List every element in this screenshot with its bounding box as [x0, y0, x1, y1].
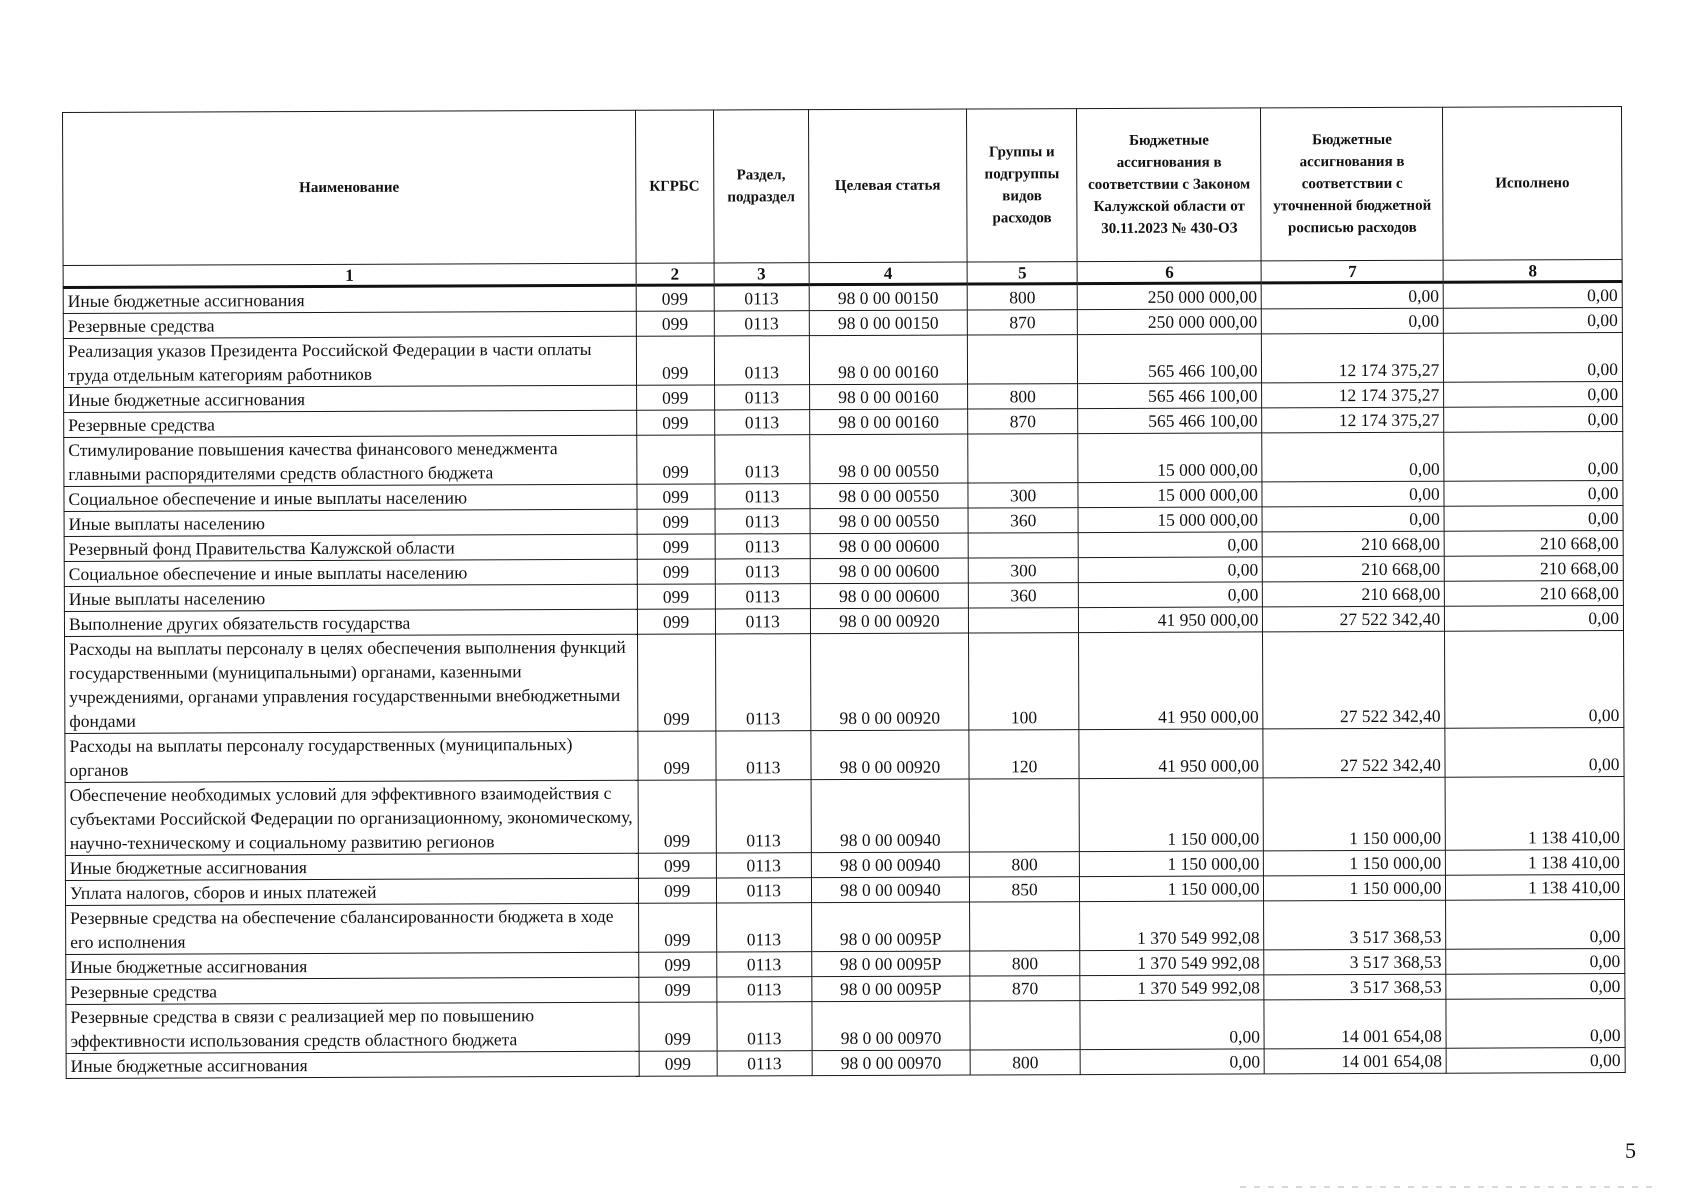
table-row — [65, 631, 1624, 734]
cell-section: 0113 — [714, 285, 809, 311]
col-number: 7 — [1262, 260, 1444, 283]
cell-group — [968, 608, 1079, 633]
cell-section: 0113 — [716, 780, 812, 853]
cell-law-amount: 41 950 000,00 — [1079, 607, 1263, 633]
col-header-target: Целевая статья — [808, 109, 967, 263]
cell-law-amount: 15 000 000,00 — [1078, 433, 1262, 483]
cell-executed-amount: 0,00 — [1444, 481, 1623, 507]
table-row — [66, 900, 1625, 955]
cell-law-amount: 250 000 000,00 — [1078, 283, 1262, 310]
cell-target: 98 0 00 00550 — [810, 434, 968, 484]
cell-kgrbs: 099 — [638, 780, 716, 853]
cell-kgrbs: 099 — [636, 336, 714, 385]
cell-refined-amount: 14 001 654,08 — [1265, 1048, 1447, 1074]
table-body — [63, 282, 1625, 1079]
col-number: 2 — [636, 263, 714, 285]
cell-kgrbs: 099 — [636, 410, 714, 435]
cell-law-amount: 0,00 — [1079, 557, 1263, 583]
cell-law-amount: 1 370 549 992,08 — [1080, 950, 1264, 976]
cell-kgrbs: 099 — [637, 584, 715, 609]
cell-kgrbs: 099 — [637, 559, 715, 584]
cell-group — [968, 434, 1079, 483]
cell-refined-amount: 210 668,00 — [1263, 581, 1445, 607]
cell-name: Социальное обеспечение и иные выплаты населению — [64, 484, 637, 511]
cell-law-amount: 0,00 — [1080, 1000, 1264, 1050]
cell-name: Расходы на выплаты персоналу в целях обеспечения выполнения функций государственными (муниципальными) органами, казенными учреждениями, органами управления государственными внебюджетными фондами — [65, 634, 638, 733]
cell-kgrbs: 099 — [638, 903, 716, 952]
cell-name: Иные бюджетные ассигнования — [64, 385, 637, 412]
cell-target: 98 0 00 00600 — [810, 583, 968, 609]
cell-executed-amount: 0,00 — [1445, 728, 1624, 778]
cell-group: 300 — [968, 558, 1079, 583]
cell-executed-amount: 0,00 — [1446, 949, 1625, 975]
cell-refined-amount: 14 001 654,08 — [1264, 999, 1446, 1049]
cell-law-amount: 250 000 000,00 — [1078, 309, 1262, 335]
cell-target: 98 0 00 00160 — [809, 335, 967, 385]
cell-section: 0113 — [715, 559, 810, 584]
cell-target: 98 0 00 00550 — [810, 483, 968, 509]
cell-kgrbs: 099 — [638, 878, 716, 903]
cell-section: 0113 — [714, 311, 809, 336]
cell-refined-amount: 0,00 — [1262, 432, 1444, 482]
table-row — [66, 1048, 1625, 1079]
cell-group: 800 — [967, 284, 1078, 310]
cell-target: 98 0 00 00600 — [810, 558, 968, 584]
col-number: 5 — [967, 262, 1078, 284]
cell-group: 800 — [970, 951, 1081, 976]
cell-name: Обеспечение необходимых условий для эффективного взаимодействия с субъектами Российской Федерации по организационному, экономическому, научно-техническому и социальному развитию регионов — [65, 780, 638, 855]
cell-refined-amount: 12 174 375,27 — [1262, 382, 1444, 408]
cell-section: 0113 — [715, 484, 810, 509]
cell-target: 98 0 00 00160 — [809, 384, 967, 410]
cell-law-amount: 41 950 000,00 — [1079, 729, 1263, 779]
cell-law-amount: 15 000 000,00 — [1078, 507, 1262, 533]
cell-refined-amount: 0,00 — [1262, 308, 1444, 334]
cell-executed-amount: 0,00 — [1444, 432, 1623, 482]
col-number: 3 — [714, 263, 809, 285]
cell-group — [967, 335, 1078, 384]
col-header-groups: Группы и подгруппы видов расходов — [966, 109, 1077, 262]
cell-refined-amount: 12 174 375,27 — [1262, 407, 1444, 433]
col-number: 6 — [1077, 261, 1261, 284]
cell-executed-amount: 0,00 — [1446, 974, 1625, 1000]
col-header-section: Раздел, подраздел — [713, 110, 809, 263]
cell-kgrbs: 099 — [638, 853, 716, 878]
cell-section: 0113 — [716, 878, 811, 903]
cell-target: 98 0 00 00970 — [812, 1001, 970, 1051]
cell-name: Резервные средства в связи с реализацией мер по повышению эффективности использования средств областного бюджета — [66, 1002, 639, 1053]
cell-refined-amount: 0,00 — [1262, 282, 1444, 309]
cell-law-amount: 1 370 549 992,08 — [1080, 901, 1264, 951]
cell-section: 0113 — [714, 336, 809, 385]
cell-law-amount: 1 150 000,00 — [1079, 778, 1263, 852]
cell-name: Уплата налогов, сборов и иных платежей — [65, 878, 638, 905]
cell-name: Выполнение других обязательств государства — [64, 609, 637, 636]
cell-section: 0113 — [716, 952, 811, 977]
cell-name: Иные бюджетные ассигнования — [66, 952, 639, 979]
cell-law-amount: 0,00 — [1079, 532, 1263, 558]
cell-target: 98 0 00 00150 — [809, 284, 967, 311]
table-row — [63, 333, 1622, 388]
cell-law-amount: 565 466 100,00 — [1078, 408, 1262, 434]
cell-section: 0113 — [717, 1002, 812, 1051]
table-row — [64, 432, 1623, 487]
cell-name: Реализация указов Президента Российской Федерации в части оплаты труда отдельным категориям работников — [63, 336, 636, 387]
cell-target: 98 0 00 0095Р — [812, 951, 970, 977]
cell-executed-amount: 0,00 — [1445, 631, 1624, 729]
cell-kgrbs: 099 — [639, 1051, 717, 1076]
cell-executed-amount: 0,00 — [1445, 606, 1624, 632]
cell-group: 850 — [969, 877, 1080, 902]
cell-target: 98 0 00 0095Р — [812, 976, 970, 1002]
cell-target: 98 0 00 00970 — [812, 1050, 970, 1076]
cell-name: Иные выплаты населению — [64, 584, 637, 611]
cell-refined-amount: 27 522 342,40 — [1263, 631, 1445, 729]
cell-executed-amount: 0,00 — [1444, 382, 1623, 408]
cell-kgrbs: 099 — [637, 634, 715, 731]
cell-name: Расходы на выплаты персоналу государственных (муниципальных) органов — [65, 731, 638, 782]
cell-refined-amount: 210 668,00 — [1263, 531, 1445, 557]
cell-group — [968, 533, 1079, 558]
cell-refined-amount: 1 150 000,00 — [1264, 777, 1446, 851]
cell-section: 0113 — [715, 584, 810, 609]
cell-refined-amount: 0,00 — [1262, 481, 1444, 507]
cell-group: 870 — [968, 409, 1079, 434]
cell-group: 870 — [970, 976, 1081, 1001]
cell-law-amount: 1 150 000,00 — [1080, 876, 1264, 902]
cell-executed-amount: 210 668,00 — [1444, 531, 1623, 557]
cell-kgrbs: 099 — [636, 311, 714, 336]
cell-group: 870 — [967, 310, 1078, 335]
cell-name: Иные бюджетные ассигнования — [66, 1051, 639, 1078]
cell-section: 0113 — [715, 609, 810, 634]
cell-section: 0113 — [715, 634, 811, 731]
col-header-law: Бюджетные ассигнования в соответствии с Законом Калужской области от 30.11.2023 № 430-ОЗ — [1077, 108, 1262, 262]
cell-kgrbs: 099 — [637, 509, 715, 534]
cell-law-amount: 0,00 — [1079, 582, 1263, 608]
cell-name: Социальное обеспечение и иные выплаты населению — [64, 559, 637, 586]
col-number: 4 — [809, 262, 967, 285]
cell-section: 0113 — [716, 903, 811, 952]
table-row — [66, 999, 1625, 1054]
cell-kgrbs: 099 — [636, 385, 714, 410]
col-header-name: Наименование — [63, 110, 636, 265]
cell-group — [969, 779, 1080, 852]
cell-executed-amount: 1 138 410,00 — [1446, 875, 1625, 901]
budget-table-sheet — [62, 106, 1626, 1079]
cell-target: 98 0 00 00920 — [810, 608, 968, 634]
cell-group: 120 — [969, 730, 1080, 779]
cell-target: 98 0 00 00550 — [810, 508, 968, 534]
cell-kgrbs: 099 — [637, 534, 715, 559]
cell-law-amount: 41 950 000,00 — [1079, 632, 1263, 730]
cell-group: 360 — [968, 508, 1079, 533]
col-header-refined: Бюджетные ассигнования в соответствии с уточненной бюджетной росписью расходов — [1261, 107, 1443, 261]
cell-executed-amount: 210 668,00 — [1445, 581, 1624, 607]
cell-refined-amount: 12 174 375,27 — [1262, 333, 1444, 383]
cell-refined-amount: 210 668,00 — [1263, 556, 1445, 582]
cell-name: Стимулирование повышения качества финансового менеджмента главными распорядителями средств областного бюджета — [64, 435, 637, 486]
cell-target: 98 0 00 00600 — [810, 533, 968, 559]
cell-group: 360 — [968, 583, 1079, 608]
cell-target: 98 0 00 0095Р — [811, 902, 969, 952]
cell-executed-amount: 0,00 — [1446, 999, 1625, 1049]
cell-kgrbs: 099 — [636, 285, 714, 311]
cell-section: 0113 — [715, 534, 810, 559]
cell-group — [970, 1001, 1081, 1050]
cell-section: 0113 — [714, 385, 809, 410]
table-header-row — [63, 107, 1623, 266]
cell-executed-amount: 0,00 — [1444, 506, 1623, 532]
col-header-kgrbs: КГРБС — [635, 110, 714, 263]
cell-group: 300 — [968, 483, 1079, 508]
cell-name: Резервные средства — [66, 977, 639, 1004]
cell-name: Резервные средства — [64, 410, 637, 437]
cell-section: 0113 — [714, 435, 809, 484]
cell-group: 800 — [970, 1050, 1081, 1075]
cell-refined-amount: 27 522 342,40 — [1263, 728, 1445, 778]
cell-executed-amount: 0,00 — [1443, 282, 1622, 309]
col-number: 8 — [1443, 260, 1622, 283]
cell-target: 98 0 00 00920 — [811, 730, 969, 780]
cell-section: 0113 — [715, 509, 810, 534]
cell-section: 0113 — [716, 977, 811, 1002]
cell-target: 98 0 00 00940 — [811, 779, 969, 853]
cell-kgrbs: 099 — [637, 609, 715, 634]
cell-executed-amount: 0,00 — [1446, 900, 1625, 950]
cell-group: 800 — [968, 384, 1079, 409]
cell-executed-amount: 210 668,00 — [1445, 556, 1624, 582]
cell-law-amount: 1 370 549 992,08 — [1080, 975, 1264, 1001]
cell-executed-amount: 0,00 — [1444, 333, 1623, 383]
col-number: 1 — [63, 263, 636, 287]
cell-kgrbs: 099 — [639, 977, 717, 1002]
cell-name: Иные бюджетные ассигнования — [65, 853, 638, 880]
cell-kgrbs: 099 — [639, 1002, 717, 1051]
cell-refined-amount: 0,00 — [1262, 506, 1444, 532]
cell-section: 0113 — [716, 731, 811, 780]
cell-executed-amount: 0,00 — [1444, 407, 1623, 433]
cell-law-amount: 565 466 100,00 — [1078, 334, 1262, 384]
scan-artifact — [1240, 1186, 1660, 1188]
cell-executed-amount: 0,00 — [1446, 1048, 1625, 1074]
cell-name: Резервные средства — [63, 311, 636, 338]
cell-kgrbs: 099 — [638, 952, 716, 977]
cell-refined-amount: 3 517 368,53 — [1264, 949, 1446, 975]
cell-executed-amount: 0,00 — [1444, 308, 1623, 334]
cell-section: 0113 — [716, 853, 811, 878]
cell-refined-amount: 27 522 342,40 — [1263, 606, 1445, 632]
cell-name: Иные выплаты населению — [64, 509, 637, 536]
table-row — [65, 777, 1624, 856]
page-number: 5 — [1625, 1138, 1636, 1163]
cell-executed-amount: 1 138 410,00 — [1446, 850, 1625, 876]
cell-group: 100 — [968, 633, 1079, 730]
cell-refined-amount: 1 150 000,00 — [1264, 875, 1446, 901]
cell-target: 98 0 00 00940 — [811, 852, 969, 878]
cell-target: 98 0 00 00920 — [810, 633, 968, 731]
table-row — [65, 728, 1624, 783]
cell-section: 0113 — [717, 1051, 812, 1076]
cell-kgrbs: 099 — [637, 484, 715, 509]
cell-kgrbs: 099 — [636, 435, 714, 484]
cell-target: 98 0 00 00940 — [811, 877, 969, 903]
cell-group: 800 — [969, 852, 1080, 877]
cell-name: Иные бюджетные ассигнования — [63, 285, 636, 313]
cell-law-amount: 1 150 000,00 — [1080, 851, 1264, 877]
cell-group — [970, 902, 1081, 951]
cell-refined-amount: 1 150 000,00 — [1264, 850, 1446, 876]
cell-section: 0113 — [714, 410, 809, 435]
cell-refined-amount: 3 517 368,53 — [1264, 900, 1446, 950]
cell-law-amount: 15 000 000,00 — [1078, 482, 1262, 508]
cell-law-amount: 0,00 — [1080, 1049, 1264, 1075]
cell-executed-amount: 1 138 410,00 — [1445, 777, 1624, 851]
cell-target: 98 0 00 00160 — [810, 409, 968, 435]
col-header-executed: Исполнено — [1443, 107, 1622, 261]
cell-name: Резервные средства на обеспечение сбалансированности бюджета в ходе его исполнения — [66, 903, 639, 954]
cell-kgrbs: 099 — [638, 731, 716, 780]
budget-table — [62, 106, 1626, 1079]
cell-law-amount: 565 466 100,00 — [1078, 383, 1262, 409]
cell-name: Резервный фонд Правительства Калужской области — [64, 534, 637, 561]
cell-refined-amount: 3 517 368,53 — [1264, 974, 1446, 1000]
cell-target: 98 0 00 00150 — [809, 310, 967, 336]
